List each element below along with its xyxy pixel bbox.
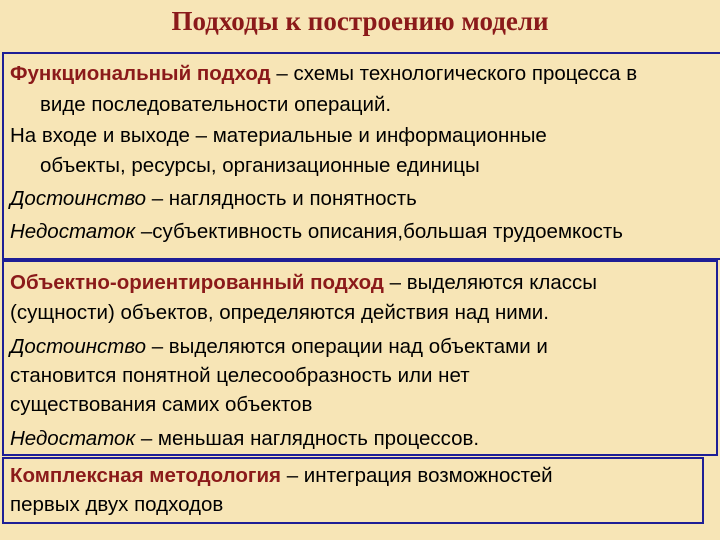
functional-line-1-text: – схемы технологического процесса в (270, 62, 638, 85)
complex-line-1-text: – интеграция возможностей (281, 464, 553, 487)
advantage-term: Достоинство (10, 187, 146, 210)
oo-line-2: (сущности) объектов, определяются действия над ними. (10, 301, 549, 324)
functional-line-3: На входе и выходе – материальные и информационные (10, 124, 547, 147)
oo-disadvantage-text: – меньшая наглядность процессов. (135, 427, 480, 450)
oo-line-1-text: – выделяются классы (383, 271, 598, 294)
oo-disadvantage-term: Недостаток (10, 427, 136, 450)
oo-advantage (10, 332, 548, 362)
complex-methodology-box (2, 457, 704, 524)
functional-advantage (10, 184, 417, 214)
functional-disadvantage (10, 217, 623, 247)
oo-approach-term: Объектно-ориентированный подход (10, 271, 384, 294)
complex-methodology-term: Комплексная методология (10, 464, 282, 487)
complex-line-1 (10, 461, 553, 491)
oo-line-4: становится понятной целесообразность или нет (10, 364, 470, 387)
functional-advantage-text: – наглядность и понятность (146, 187, 417, 210)
oo-disadvantage (10, 424, 479, 454)
disadvantage-term: Недостаток (10, 220, 136, 243)
functional-approach-term: Функциональный подход (10, 62, 271, 85)
oo-line-1 (10, 268, 597, 298)
object-oriented-approach-box (2, 260, 718, 456)
functional-line-4: объекты, ресурсы, организационные единицы (40, 154, 480, 177)
functional-disadvantage-text: –субъективность описания,большая трудоемкость (135, 220, 623, 243)
oo-line-5: существования самих объектов (10, 393, 313, 416)
slide-title: Подходы к построению модели (171, 6, 549, 36)
functional-approach-box (2, 52, 720, 260)
functional-line-1 (10, 59, 637, 89)
oo-advantage-text: – выделяются операции над объектами и (146, 335, 548, 358)
functional-line-2: виде последовательности операций. (40, 93, 392, 116)
complex-line-2: первых двух подходов (10, 493, 224, 516)
oo-advantage-term: Достоинство (10, 335, 146, 358)
